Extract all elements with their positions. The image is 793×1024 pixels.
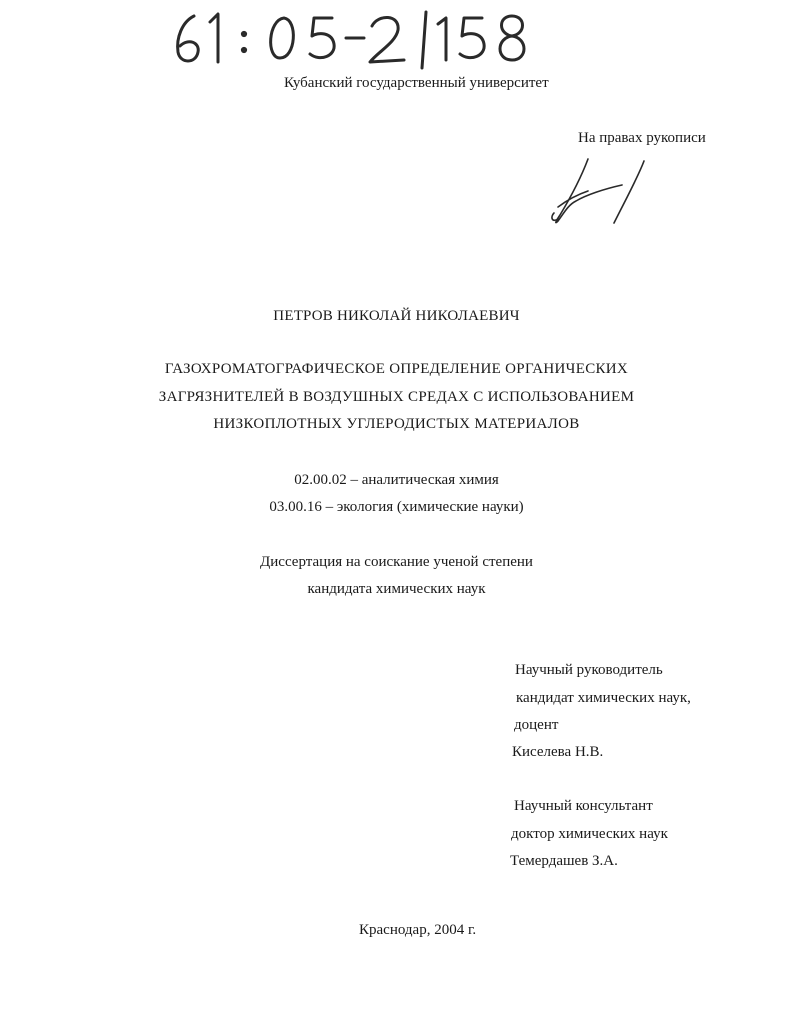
consultant-role: Научный консультант: [514, 798, 653, 814]
author-name: ПЕТРОВ НИКОЛАЙ НИКОЛАЕВИЧ: [273, 308, 520, 324]
signature: [546, 155, 656, 227]
rights-note: На правах рукописи: [578, 130, 706, 146]
city-year: Краснодар, 2004 г.: [359, 922, 477, 938]
dissertation-title-line-3: НИЗКОПЛОТНЫХ УГЛЕРОДИСТЫХ МАТЕРИАЛОВ: [213, 416, 580, 432]
handwritten-archive-code: [168, 8, 548, 70]
specialty-line-2: 03.00.16 – экология (химические науки): [269, 499, 524, 515]
consultant-name: Темердашев З.А.: [510, 853, 618, 869]
specialty-line-1: 02.00.02 – аналитическая химия: [294, 472, 499, 488]
degree-line-1: Диссертация на соискание ученой степени: [260, 554, 533, 570]
degree-line-2: кандидата химических наук: [307, 581, 486, 597]
dissertation-title-line-1: ГАЗОХРОМАТОГРАФИЧЕСКОЕ ОПРЕДЕЛЕНИЕ ОРГАНИЧЕСКИХ: [164, 361, 629, 377]
consultant-degree: доктор химических наук: [511, 826, 668, 842]
supervisor-role: Научный руководитель: [515, 662, 663, 678]
dissertation-title-line-2: ЗАГРЯЗНИТЕЛЕЙ В ВОЗДУШНЫХ СРЕДАХ С ИСПОЛЬЗОВАНИЕМ: [158, 389, 635, 405]
university-name: Кубанский государственный университет: [284, 75, 549, 91]
supervisor-degree: кандидат химических наук,: [516, 690, 691, 706]
supervisor-name: Киселева Н.В.: [512, 744, 604, 760]
supervisor-rank: доцент: [514, 717, 559, 733]
